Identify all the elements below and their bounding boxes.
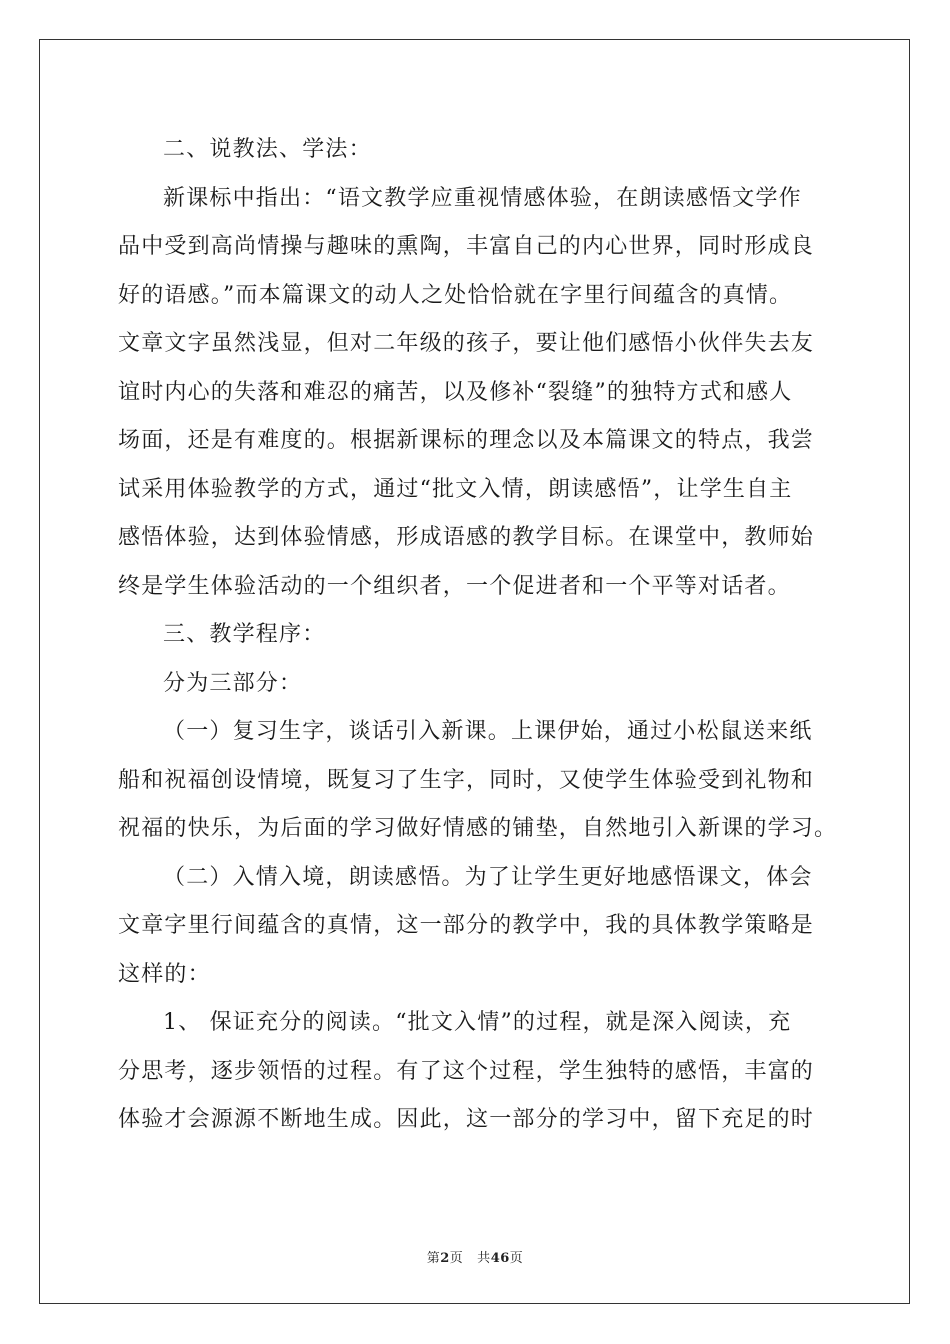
document-body <box>118 126 838 1145</box>
paragraph-line: 试采用体验教学的方式，通过“批文入情，朗读感悟”，让学生自主 <box>118 476 793 502</box>
paragraph-line: 新课标中指出：“语文教学应重视情感体验，在朗读感悟文学作 <box>163 185 802 211</box>
paragraph-line: 品中受到高尚情操与趣味的熏陶，丰富自己的内心世界，同时形成良 <box>118 234 815 259</box>
total-pages: 46 <box>490 1251 510 1266</box>
page-footer <box>0 1247 950 1266</box>
paragraph-line: 终是学生体验活动的一个组织者，一个促进者和一个平等对话者。 <box>118 573 791 599</box>
paragraph-line: 1、 保证充分的阅读。“批文入情”的过程，就是深入阅读，充 <box>163 1010 792 1035</box>
paragraph-line: 这样的： <box>118 961 211 987</box>
paragraph-line: 体验才会源源不断地生成。因此，这一部分的学习中，留下充足的时 <box>118 1107 815 1132</box>
total-prefix: 共 <box>477 1251 491 1266</box>
paragraph-line: 三、教学程序： <box>163 622 326 647</box>
page-number: 2 <box>440 1251 450 1266</box>
paragraph-line: （一）复习生字，谈话引入新课。上课伊始，通过小松鼠送来纸 <box>163 719 813 744</box>
paragraph-line: 分为三部分： <box>163 670 303 696</box>
total-suffix: 页 <box>509 1251 524 1266</box>
paragraph-line: 文章文字虽然浅显，但对二年级的孩子，要让他们感悟小伙伴失去友 <box>118 331 815 356</box>
paragraph-line: （二）入情入境，朗读感悟。为了让学生更好地感悟课文，体会 <box>163 864 813 890</box>
page-suffix: 页 <box>449 1251 464 1266</box>
paragraph-line: 祝福的快乐，为后面的学习做好情感的铺垫，自然地引入新课的学习。 <box>118 816 838 841</box>
paragraph-line: 文章字里行间蕴含的真情，这一部分的教学中，我的具体教学策略是 <box>118 913 815 938</box>
paragraph-line: 好的语感。”而本篇课文的动人之处恰恰就在字里行间蕴含的真情。 <box>118 282 793 308</box>
paragraph-line: 二、说教法、学法： <box>163 137 372 162</box>
paragraph-line: 分思考，逐步领悟的过程。有了这个过程，学生独特的感悟，丰富的 <box>118 1058 815 1084</box>
paragraph-line: 场面，还是有难度的。根据新课标的理念以及本篇课文的特点，我尝 <box>118 428 815 453</box>
page-prefix: 第 <box>426 1251 441 1266</box>
paragraph-line: 谊时内心的失落和难忍的痛苦，以及修补“裂缝”的独特方式和感人 <box>118 379 793 405</box>
paragraph-line: 感悟体验，达到体验情感，形成语感的教学目标。在课堂中，教师始 <box>118 525 815 550</box>
paragraph-line: 船和祝福创设情境，既复习了生字，同时，又使学生体验受到礼物和 <box>118 767 815 793</box>
